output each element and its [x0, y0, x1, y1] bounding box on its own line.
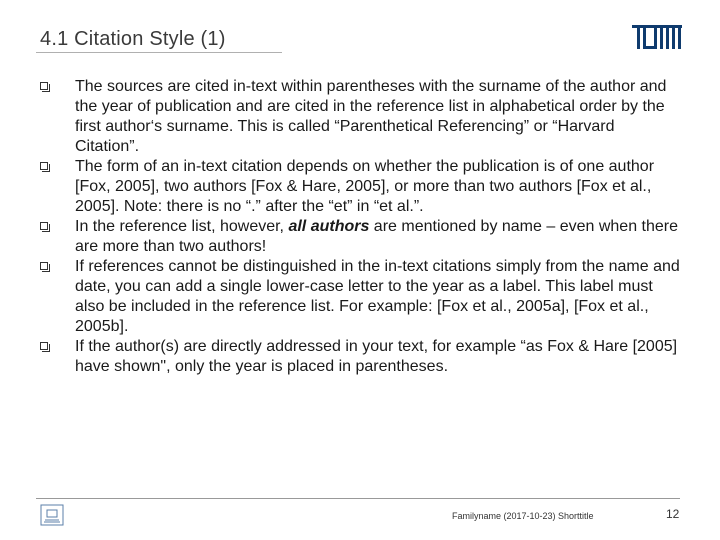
bullet-item [40, 157, 680, 217]
bullet-text: If references cannot be distinguished in the in-text citations simply from the name and date, you can add a single lower-case letter to the year as a label. This label must also be included in the reference list. For example: [Fox et al., 2005a], [Fox et al., 2005b]. [75, 258, 680, 335]
title-underline [36, 52, 282, 53]
bullet-text-lead: In the reference list, however, [75, 218, 289, 235]
bullet-item [40, 257, 680, 337]
bullet-text: The sources are cited in-text within parentheses with the surname of the author and the year of publication and are cited in the reference list in alphabetical order by the first author‘s surname. This is called “Parenthetical Referencing” or “Harvard Citation”. [75, 78, 667, 155]
bullet-emphasis: all authors [288, 218, 370, 235]
footer-divider [36, 498, 680, 499]
bullet-text: The form of an in-text citation depends on whether the publication is of one author [Fox, 2005], two authors [Fox & Hare, 2005], or more than two authors [Fox et al., 2005]. Note: there is no “.” after the “et” in “et al.”. [75, 158, 655, 215]
square-bullet-icon [40, 162, 48, 170]
bullet-item [40, 77, 680, 157]
square-bullet-icon [40, 82, 48, 90]
tum-logo [632, 25, 682, 49]
bullet-text-tail: are mentioned by name – even when there are more than two authors! [75, 218, 678, 255]
footer-text: Familyname (2017-10-23) Shorttitle [452, 511, 594, 521]
square-bullet-icon [40, 222, 48, 230]
bullet-item [40, 337, 680, 377]
bullet-text: If the author(s) are directly addressed in your text, for example “as Fox & Hare [2005] have shown", only the year is placed in parentheses. [75, 338, 678, 375]
bullet-item [40, 217, 680, 257]
slide-title: 4.1 Citation Style (1) [40, 28, 226, 50]
square-bullet-icon [40, 262, 48, 270]
building-icon [40, 504, 64, 526]
page-number: 12 [666, 507, 680, 521]
square-bullet-icon [40, 342, 48, 350]
bullet-list [40, 77, 680, 377]
